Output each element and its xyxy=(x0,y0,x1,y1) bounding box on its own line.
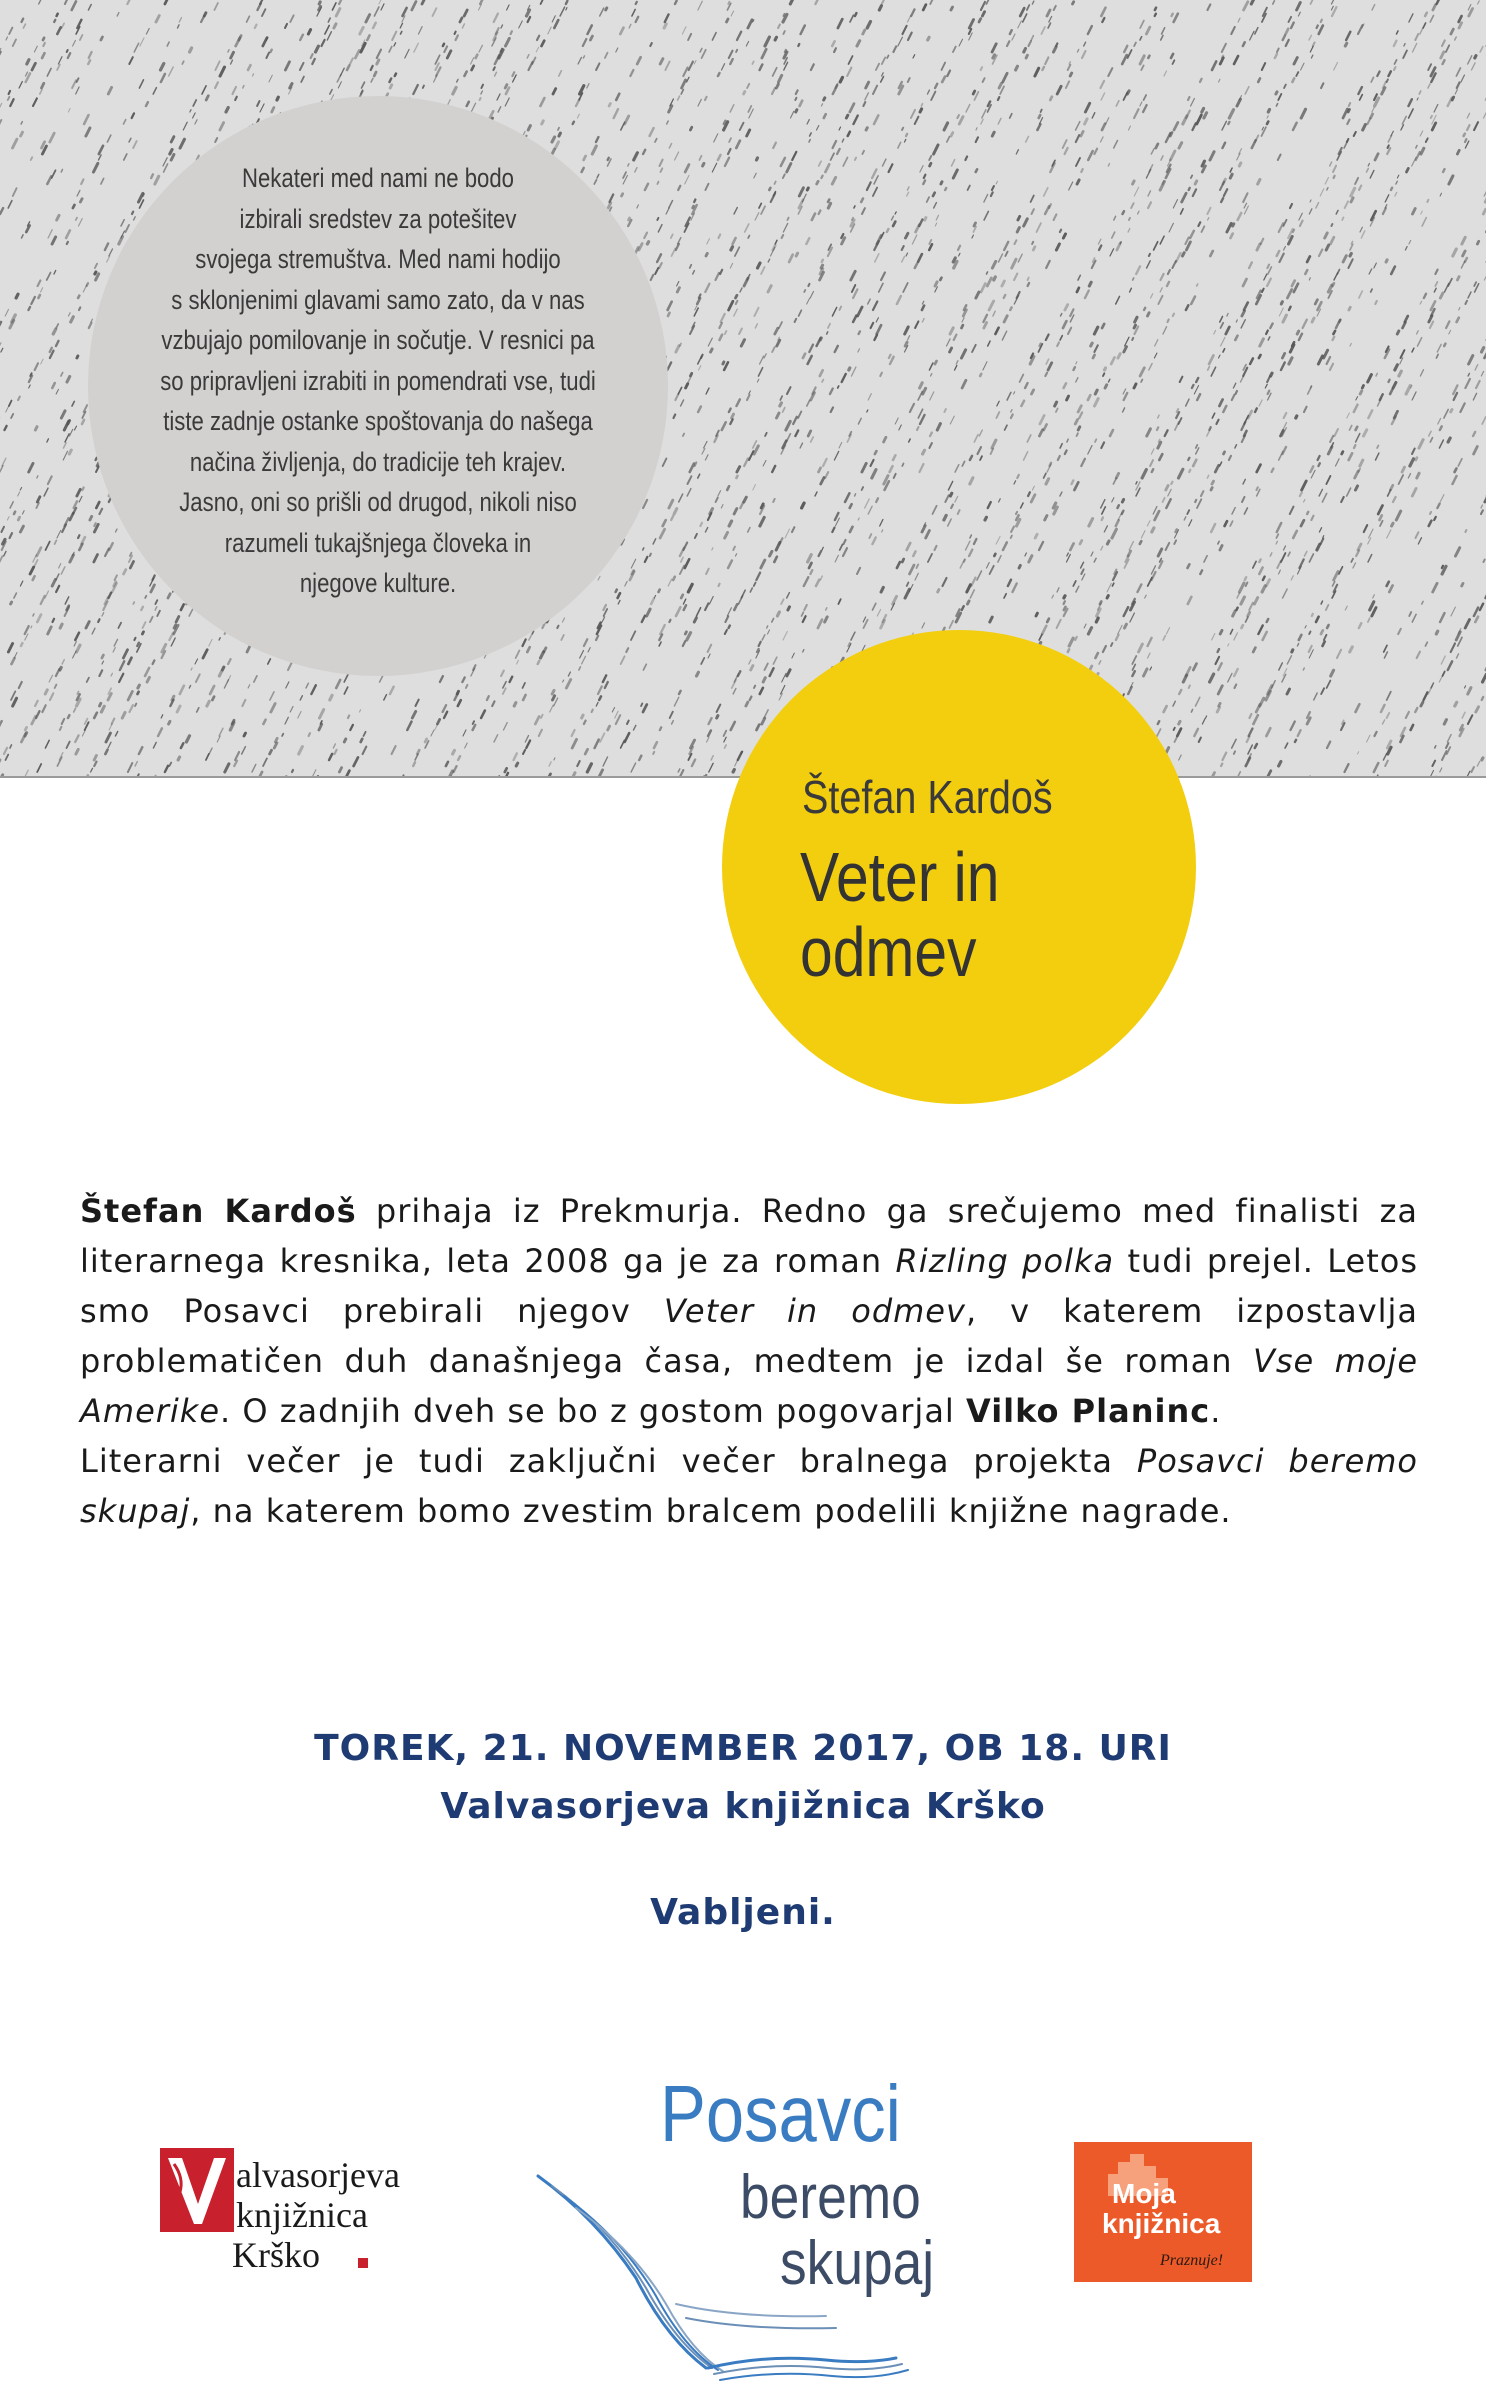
description-text: Literarni večer je tudi zaključni večer bralnega projekta xyxy=(80,1442,1137,1480)
mk-line2: knjižnica xyxy=(1102,2208,1221,2239)
quote-line: svojega stremuštva. Med nami hodijo xyxy=(195,244,561,274)
quote-line: Nekateri med nami ne bodo xyxy=(242,163,514,193)
quote-line: tiste zadnje ostanke spoštovanja do našega xyxy=(163,406,593,436)
description-text: . xyxy=(1210,1392,1222,1430)
quote-line: s sklonjenimi glavami samo zato, da v nas xyxy=(171,284,585,315)
vkk-name-line1: alvasorjeva xyxy=(236,2155,400,2195)
quote-line: načina življenja, do tradicije teh krajev. xyxy=(189,446,567,477)
description-paragraph xyxy=(80,1186,1418,1436)
event-invite: Vabljeni. xyxy=(650,1892,836,1933)
book-quote xyxy=(100,158,656,604)
description-text: , na katerem bomo zvestim bralcem podelili knjižne nagrade. xyxy=(190,1492,1232,1530)
mk-line1: Moja xyxy=(1112,2178,1176,2209)
valvasor-v-emblem-icon xyxy=(160,2148,234,2232)
quote-line: so pripravljeni izrabiti in pomendrati vse, tudi xyxy=(160,365,596,396)
description-text: prihaja iz Prekmurja. Redno ga srečujemo med finalisti za literarnega kresnika, leta 2008 ga je za roman xyxy=(80,1192,1418,1280)
quote-line: razumeli tukajšnjega človeka in xyxy=(224,527,532,558)
description-text: , v katerem izpostavlja problematičen duh današnjega časa, medtem je izdal še roman xyxy=(80,1292,1419,1380)
vkk-red-dot xyxy=(358,2258,368,2268)
description-text: tudi prejel. Letos smo Posavci prebirali njegov xyxy=(80,1242,1419,1330)
quote-line: Jasno, oni so prišli od drugod, nikoli niso xyxy=(179,487,577,517)
pbs-title-line3: skupaj xyxy=(780,2229,935,2298)
quote-line: njegove kulture. xyxy=(299,568,457,598)
quote-line: vzbujajo pomilovanje in sočutje. V resnici pa xyxy=(161,325,595,355)
author-name: Štefan Kardoš xyxy=(802,771,1053,823)
pbs-title-line2: beremo xyxy=(740,2163,921,2232)
description-text: . O zadnjih dveh se bo z gostom pogovarjal xyxy=(220,1392,966,1430)
author-bold: Štefan Kardoš xyxy=(80,1192,357,1230)
book-ref: Rizling polka xyxy=(895,1242,1115,1280)
pbs-title-line1: Posavci xyxy=(660,2069,901,2158)
moderator-bold: Vilko Planinc xyxy=(965,1392,1211,1430)
project-ref: Posavci beremo skupaj xyxy=(80,1442,1419,1530)
book-title-line: Veter in xyxy=(800,838,1000,916)
book-title-line: odmev xyxy=(800,913,977,991)
moja-knjiznica-logo xyxy=(1074,2142,1252,2282)
event-date: TOREK, 21. NOVEMBER 2017, OB 18. URI xyxy=(314,1728,1172,1769)
valvasor-library-logo xyxy=(160,2146,430,2276)
book-title xyxy=(800,840,1086,990)
quote-line: izbirali sredstev za potešitev xyxy=(239,203,517,234)
posavci-beremo-skupaj-logo xyxy=(536,2068,976,2388)
description-paragraph xyxy=(80,1436,1418,1536)
mk-line3: Praznuje! xyxy=(1160,2252,1224,2269)
event-description xyxy=(80,1186,1418,1536)
book-ref: Vse moje Amerike xyxy=(80,1342,1419,1430)
vkk-name-line2: knjižnica xyxy=(236,2195,368,2235)
vkk-name-line3: Krško xyxy=(232,2235,320,2275)
event-venue: Valvasorjeva knjižnica Krško xyxy=(440,1786,1046,1827)
book-ref: Veter in odmev xyxy=(663,1292,966,1330)
